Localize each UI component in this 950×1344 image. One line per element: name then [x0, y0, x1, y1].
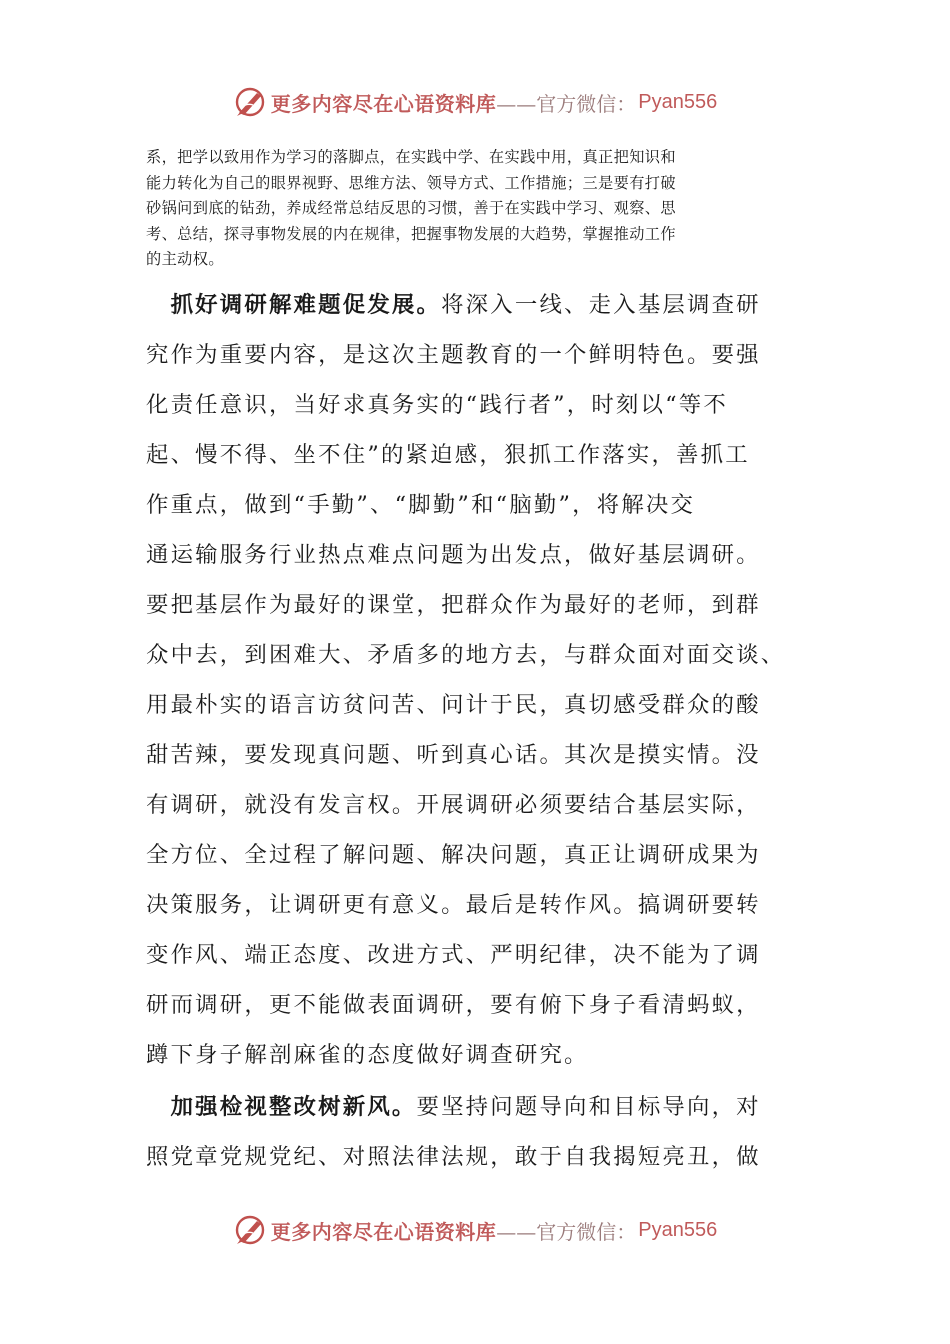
text-run: 要坚持问题导向和目标导向，对: [416, 1094, 761, 1120]
text-line: 甜苦辣，要发现真问题、听到真心话。其次是摸实情。没: [146, 742, 761, 768]
pen-logo-icon: [233, 85, 267, 119]
text-line: 起、慢不得、坐不住”的紧迫感，狠抓工作落实，善抓工: [146, 442, 750, 468]
header-banner: [0, 82, 950, 122]
pen-logo-icon: [233, 1213, 267, 1247]
text-run: 将深入一线、走入基层调查研: [441, 292, 761, 318]
section-paragraph-research: [146, 280, 806, 1080]
text-line: 决策服务，让调研更有意义。最后是转作风。搞调研要转: [146, 892, 761, 918]
section-heading: 加强检视整改树新风。: [170, 1094, 417, 1120]
text-line: 究作为重要内容，是这次主题教育的一个鲜明特色。要强: [146, 342, 761, 368]
text-line: 用最朴实的语言访贫问苦、问计于民，真切感受群众的酸: [146, 692, 761, 718]
footer-banner: [0, 1210, 950, 1250]
text-line: 全方位、全过程了解问题、解决问题，真正让调研成果为: [146, 842, 761, 868]
text-line: 蹲下身子解剖麻雀的态度做好调查研究。: [146, 1042, 589, 1068]
paragraph-first-line: [146, 1082, 806, 1132]
text-line: 通运输服务行业热点难点问题为出发点，做好基层调研。: [146, 542, 761, 568]
text-line: 变作风、端正态度、改进方式、严明纪律，决不能为了调: [146, 942, 761, 968]
text-line: 有调研，就没有发言权。开展调研必须要结合基层实际，: [146, 792, 761, 818]
text-line: 作重点，做到“手勤”、“脚勤”和“脑勤”，将解决交: [146, 492, 696, 518]
continuation-paragraph: [146, 145, 808, 273]
text-line: 的主动权。: [146, 250, 224, 268]
text-line: 系，把学以致用作为学习的落脚点，在实践中学、在实践中用，真正把知识和: [146, 148, 676, 166]
text-line: 众中去，到困难大、矛盾多的地方去，与群众面对面交谈、: [146, 642, 786, 668]
text-line: 照党章党规党纪、对照法律法规，敢于自我揭短亮丑，做: [146, 1144, 761, 1170]
text-line: 要把基层作为最好的课堂，把群众作为最好的老师，到群: [146, 592, 761, 618]
banner-dash-text: ——官方微信：: [496, 1219, 637, 1244]
paragraph-first-line: [146, 280, 806, 330]
text-line: 研而调研，更不能做表面调研，要有俯下身子看清蚂蚁，: [146, 992, 761, 1018]
banner-brand-text: 更多内容尽在心语资料库: [270, 91, 497, 116]
text-line: 能力转化为自己的眼界视野、思维方法、领导方式、工作措施；三是要有打破: [146, 173, 676, 192]
text-line: 化责任意识，当好求真务实的“践行者”，时刻以“等不: [146, 392, 728, 418]
text-line: 砂锅问到底的钻劲，养成经常总结反思的习惯，善于在实践中学习、观察、思: [146, 199, 676, 217]
text-line: 考、总结，探寻事物发展的内在规律，把握事物发展的大趋势，掌握推动工作: [146, 224, 676, 243]
banner-brand-text: 更多内容尽在心语资料库: [270, 1219, 497, 1244]
section-paragraph-rectification: [146, 1082, 806, 1182]
banner-dash-text: ——官方微信：: [496, 91, 637, 116]
banner-wechat-id: Pyan556: [638, 90, 718, 113]
section-heading: 抓好调研解难题促发展。: [170, 292, 442, 318]
banner-wechat-id: Pyan556: [638, 1218, 718, 1241]
